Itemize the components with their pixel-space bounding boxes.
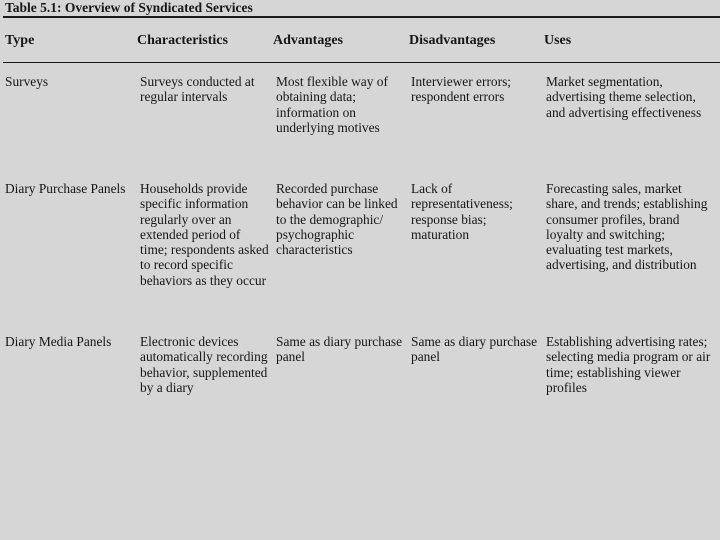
cell-uses: Establishing advertising rates; selecting media program or air time; establishing viewer profiles	[546, 334, 711, 395]
header-uses: Uses	[544, 33, 572, 48]
cell-disadvantages: Same as diary purchase panel	[411, 334, 538, 365]
cell-uses: Forecasting sales, market share, and trends; establishing consumer profiles, brand loyalty and switching; evaluating test markets, advertising, and distribution	[546, 181, 708, 273]
header-type: Type	[5, 33, 35, 48]
cell-characteristics: Households provide specific information regularly over an extended period of time; respondents asked to record specific behaviors as they occur	[140, 181, 269, 288]
cell-type: Diary Media Panels	[5, 334, 112, 349]
cell-characteristics: Electronic devices automatically recording behavior, supplemented by a diary	[140, 334, 268, 395]
header-advantages: Advantages	[273, 33, 344, 48]
cell-advantages: Recorded purchase behavior can be linked to the demographic/ psychographic characteristics	[276, 181, 398, 258]
table-title: Table 5.1: Overview of Syndicated Services	[5, 0, 253, 15]
header-disadvantages: Disadvantages	[409, 33, 496, 48]
header-rule	[3, 62, 720, 63]
cell-characteristics: Surveys conducted at regular intervals	[140, 74, 255, 105]
cell-disadvantages: Lack of representativeness; response bias; maturation	[411, 181, 513, 242]
header-characteristics: Characteristics	[137, 33, 228, 48]
cell-disadvantages: Interviewer errors; respondent errors	[411, 74, 512, 105]
top-rule	[3, 16, 720, 18]
cell-type: Diary Purchase Panels	[5, 181, 126, 196]
cell-advantages: Most flexible way of obtaining data; information on underlying motives	[276, 74, 388, 135]
cell-advantages: Same as diary purchase panel	[276, 334, 403, 365]
cell-type: Surveys	[5, 74, 49, 89]
cell-uses: Market segmentation, advertising theme selection, and advertising effectiveness	[546, 74, 702, 120]
